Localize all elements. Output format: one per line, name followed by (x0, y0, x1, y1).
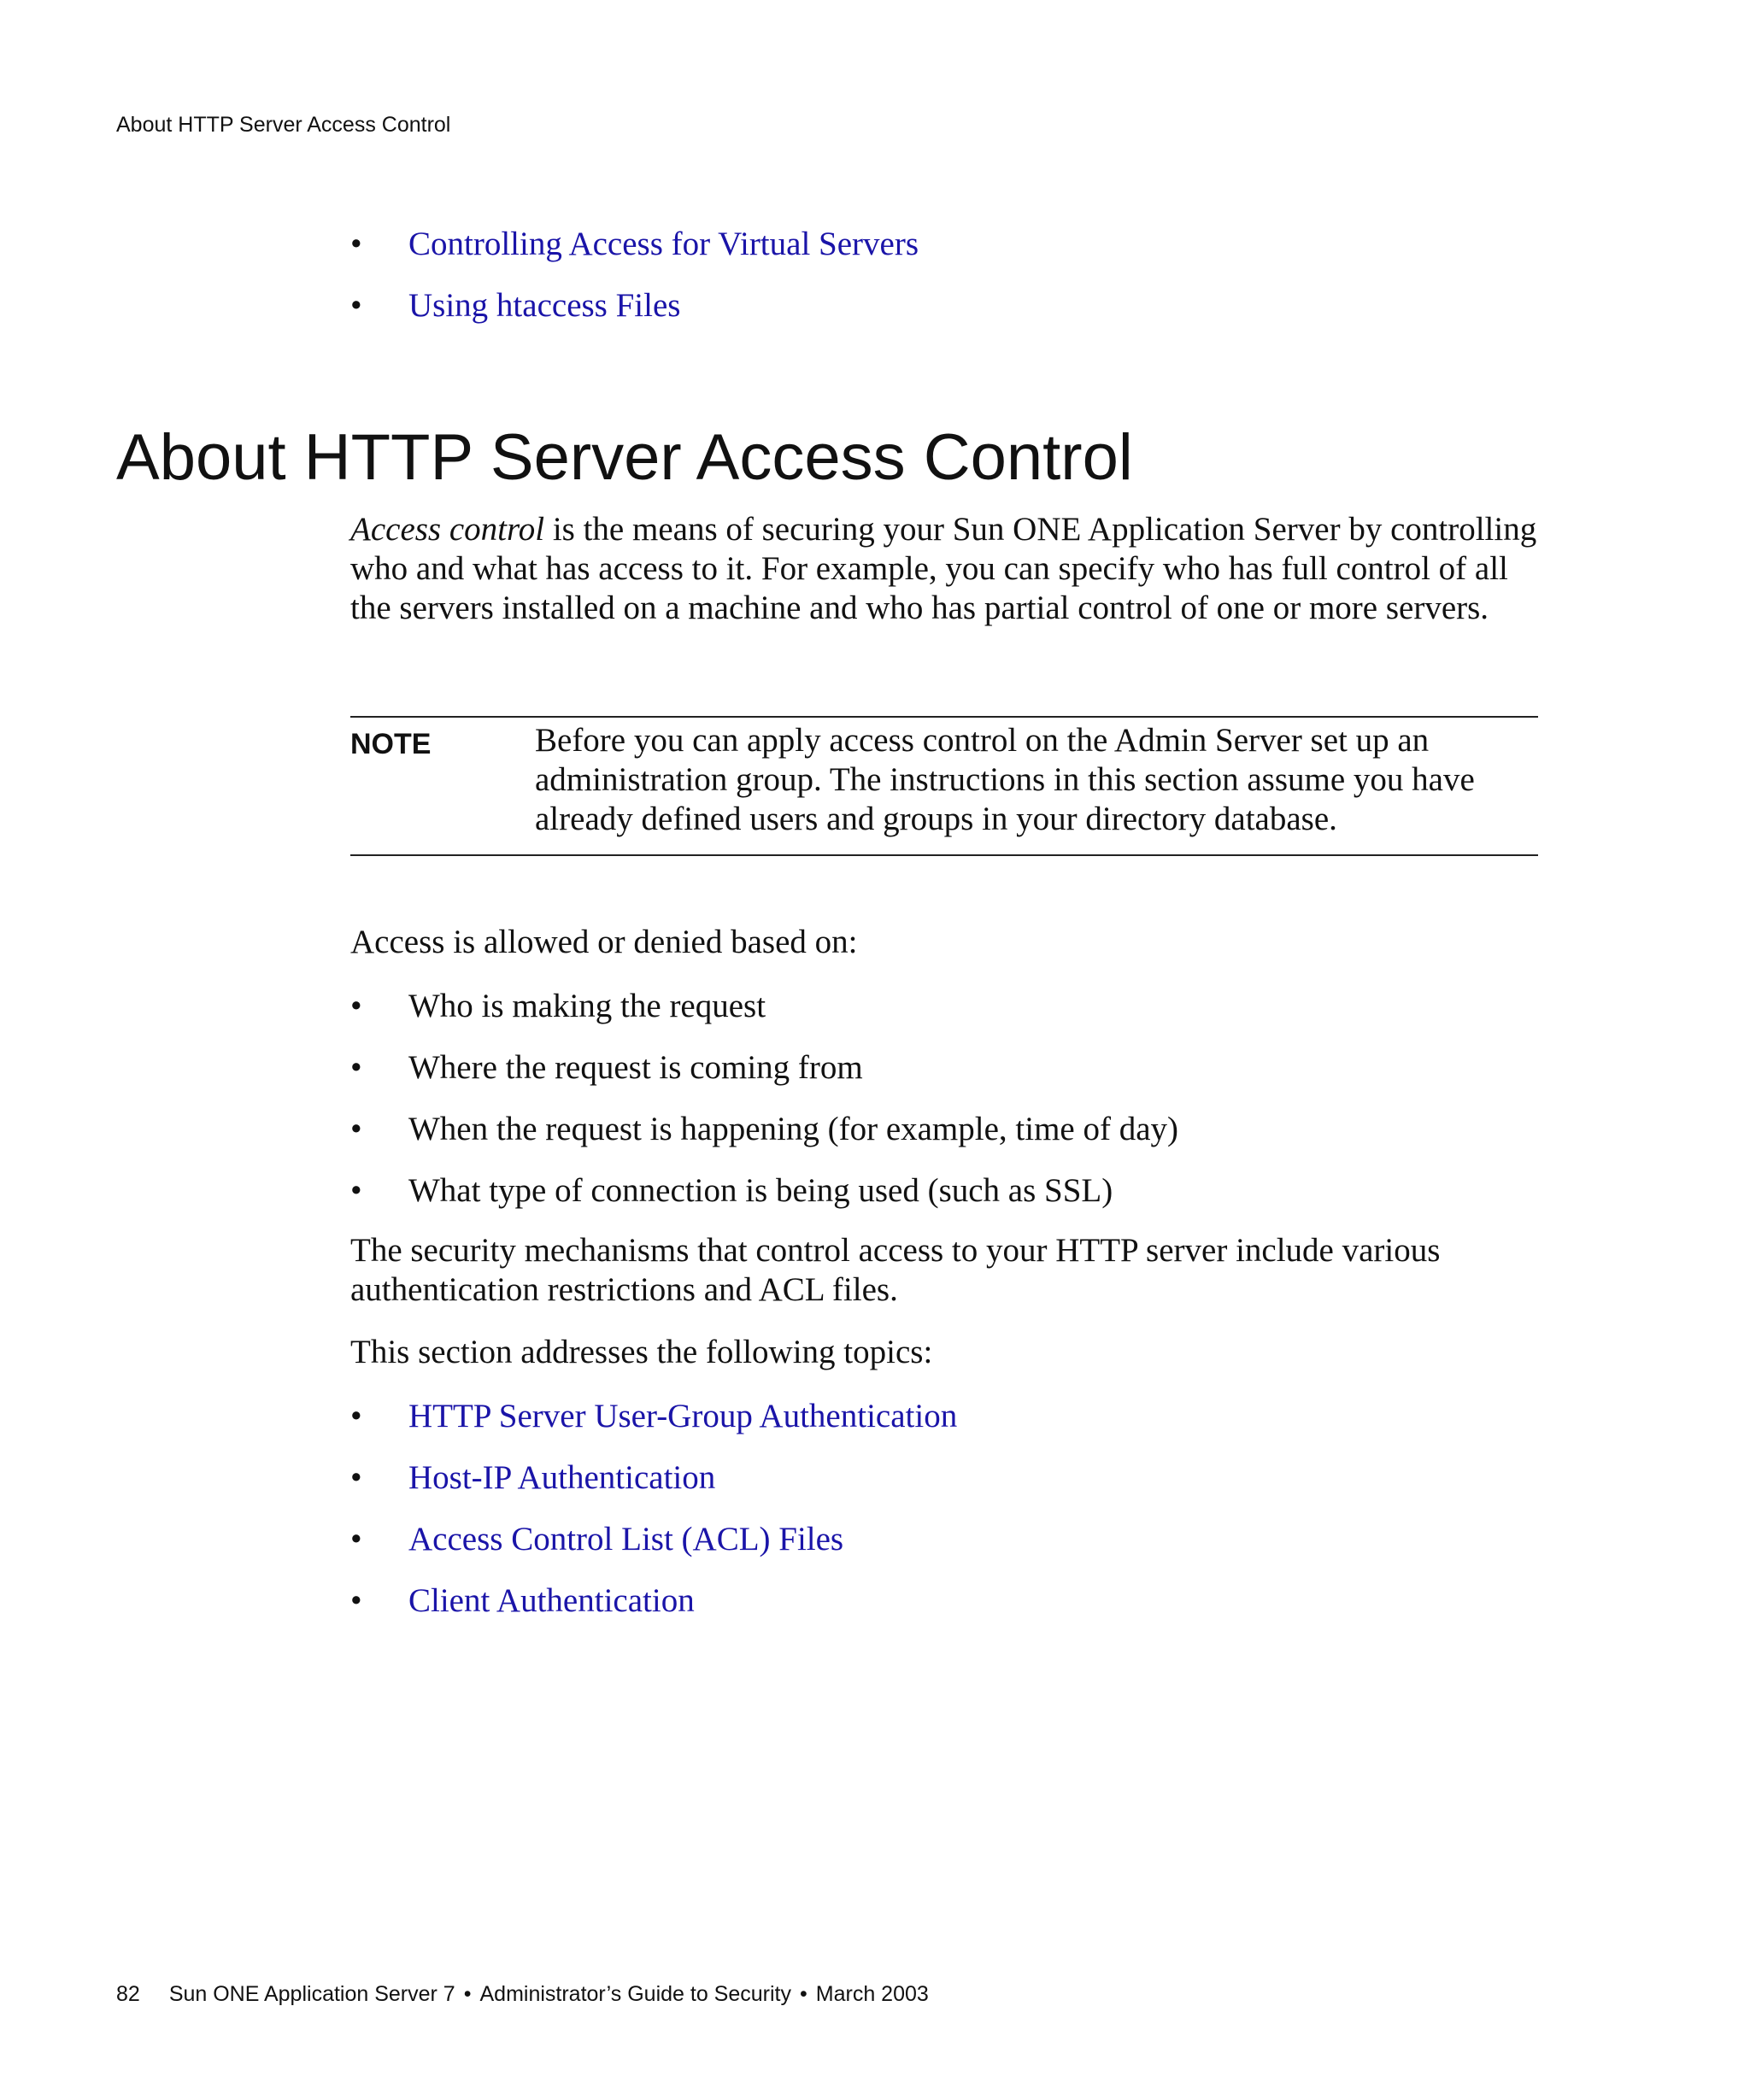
note-box (350, 716, 1538, 856)
topics-lead: This section addresses the following topics: (350, 1334, 933, 1370)
bullet: • (350, 1049, 362, 1086)
bullet: • (350, 1459, 362, 1496)
footer-separator: • (800, 1982, 807, 2006)
link-access-control-list-files[interactable]: Access Control List (ACL) Files (408, 1521, 844, 1557)
intro-term: Access control (350, 511, 545, 548)
bullet: • (350, 287, 362, 324)
link-client-authentication[interactable]: Client Authentication (408, 1582, 695, 1619)
running-header: About HTTP Server Access Control (116, 113, 451, 137)
bullet: • (350, 1582, 362, 1619)
footer-book-title: Sun ONE Application Server 7 (168, 1982, 455, 2006)
footer-date: March 2003 (815, 1982, 929, 2006)
link-http-server-user-group-authentication[interactable]: HTTP Server User-Group Authentication (408, 1398, 958, 1434)
page-footer (116, 1980, 929, 2008)
intro-text: is the means of securing your Sun ONE Application Server by controlling who and what has access to it. For example, you can specify who has full control of all the servers installed on a machine and who has partial control of one or more servers. (350, 511, 1537, 626)
footer-separator: • (463, 1982, 472, 2006)
link-using-htaccess-files[interactable]: Using htaccess Files (408, 287, 681, 324)
criteria-lead: Access is allowed or denied based on: (350, 924, 858, 960)
criteria-item: What type of connection is being used (such as SSL) (408, 1172, 1113, 1209)
page-number: 82 (116, 1982, 140, 2006)
bullet: • (350, 1172, 362, 1209)
bullet: • (350, 1111, 362, 1147)
note-text: Before you can apply access control on the Admin Server set up an administration group. The instructions in this section assume you have already defined users and groups in your directory database. (535, 722, 1475, 837)
bullet: • (350, 226, 362, 262)
link-controlling-access-virtual-servers[interactable]: Controlling Access for Virtual Servers (408, 226, 919, 262)
bullet: • (350, 988, 362, 1024)
mechanisms-paragraph: The security mechanisms that control access to your HTTP server include various authentication restrictions and ACL files. (350, 1232, 1441, 1308)
footer-guide-title: Administrator’s Guide to Security (479, 1982, 791, 2006)
link-host-ip-authentication[interactable]: Host-IP Authentication (408, 1459, 716, 1496)
criteria-item: When the request is happening (for example, time of day) (408, 1111, 1179, 1147)
bullet: • (350, 1398, 362, 1434)
note-label: NOTE (350, 728, 432, 760)
criteria-item: Where the request is coming from (408, 1049, 863, 1086)
bullet: • (350, 1521, 362, 1557)
criteria-item: Who is making the request (408, 988, 766, 1024)
section-title: About HTTP Server Access Control (116, 421, 1133, 494)
intro-paragraph (350, 510, 1547, 628)
